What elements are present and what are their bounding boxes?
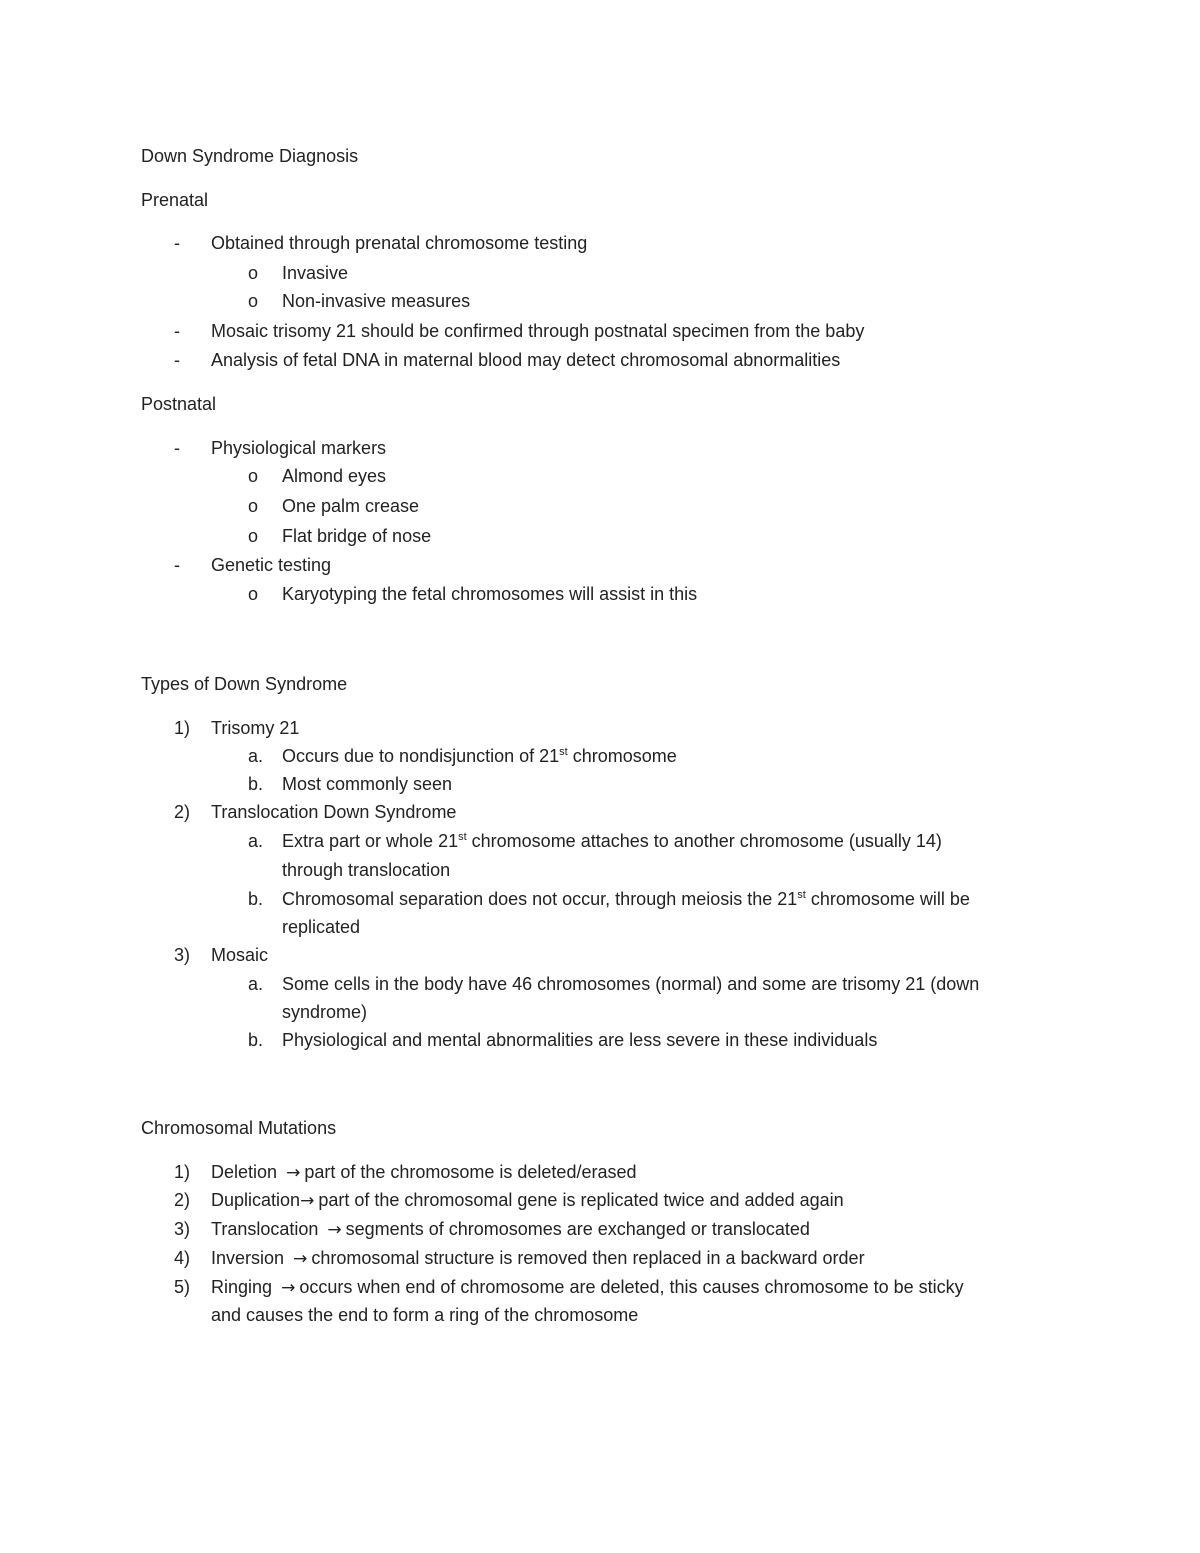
- bullet-dash: -: [174, 555, 180, 575]
- type-sub-item-continued: replicated: [282, 917, 361, 937]
- bullet-o: o: [248, 291, 259, 311]
- type-label: Trisomy 21: [211, 718, 300, 738]
- type-label: Translocation Down Syndrome: [211, 802, 457, 822]
- types-heading: Types of Down Syndrome: [141, 674, 348, 694]
- list-letter: a.: [248, 831, 264, 851]
- type-sub-item: Physiological and mental abnormalities are less severe in these individuals: [282, 1030, 878, 1050]
- bullet-o: o: [248, 584, 259, 604]
- mutation-term: Deletion: [211, 1162, 278, 1182]
- prenatal-bullet: Analysis of fetal DNA in maternal blood may detect chromosomal abnormalities: [211, 350, 841, 370]
- marker-item: One palm crease: [282, 496, 420, 516]
- type-sub-item: Occurs due to nondisjunction of 21st chromosome: [282, 746, 677, 766]
- prenatal-bullet: Mosaic trisomy 21 should be confirmed through postnatal specimen from the baby: [211, 321, 865, 341]
- mutation-term: Translocation: [211, 1219, 319, 1239]
- list-number: 1): [174, 718, 191, 738]
- bullet-o: o: [248, 466, 259, 486]
- mutation-term: Duplication: [211, 1190, 301, 1210]
- mutation-item: [211, 1189, 844, 1211]
- bullet-o: o: [248, 526, 259, 546]
- list-number: 4): [174, 1248, 191, 1268]
- arrow-right-icon: →: [327, 1220, 342, 1240]
- list-number: 3): [174, 945, 191, 965]
- bullet-o: o: [248, 496, 259, 516]
- marker-item: Flat bridge of nose: [282, 526, 432, 546]
- postnatal-bullet: Physiological markers: [211, 438, 387, 458]
- list-letter: b.: [248, 1030, 264, 1050]
- arrow-right-icon: →: [293, 1249, 308, 1269]
- mutation-term: Ringing: [211, 1277, 273, 1297]
- list-number: 2): [174, 1190, 191, 1210]
- genetic-item: Karyotyping the fetal chromosomes will assist in this: [282, 584, 698, 604]
- list-number: 5): [174, 1277, 191, 1297]
- type-sub-item-continued: syndrome): [282, 1002, 368, 1022]
- mutation-desc: chromosomal structure is removed then replaced in a backward order: [311, 1248, 865, 1268]
- mutation-item: [211, 1276, 964, 1298]
- mutation-desc: part of the chromosome is deleted/erased: [304, 1162, 637, 1182]
- mutation-item: [211, 1161, 637, 1183]
- list-letter: a.: [248, 974, 264, 994]
- type-sub-item-continued: through translocation: [282, 860, 451, 880]
- arrow-right-icon: →: [286, 1163, 301, 1183]
- list-letter: b.: [248, 774, 264, 794]
- bullet-o: o: [248, 263, 259, 283]
- list-number: 3): [174, 1219, 191, 1239]
- type-sub-item: Most commonly seen: [282, 774, 453, 794]
- mutation-item: [211, 1247, 865, 1269]
- postnatal-heading: Postnatal: [141, 394, 217, 414]
- mutation-item-continued: and causes the end to form a ring of the chromosome: [211, 1305, 639, 1325]
- postnatal-bullet: Genetic testing: [211, 555, 332, 575]
- mutation-item: [211, 1218, 810, 1240]
- mutations-heading: Chromosomal Mutations: [141, 1118, 337, 1138]
- type-label: Mosaic: [211, 945, 269, 965]
- mutation-term: Inversion: [211, 1248, 285, 1268]
- bullet-dash: -: [174, 233, 180, 253]
- bullet-dash: -: [174, 438, 180, 458]
- mutation-desc: part of the chromosomal gene is replicated twice and added again: [318, 1190, 844, 1210]
- mutation-desc: segments of chromosomes are exchanged or translocated: [345, 1219, 810, 1239]
- prenatal-sub-bullet: Non-invasive measures: [282, 291, 471, 311]
- list-letter: a.: [248, 746, 264, 766]
- prenatal-sub-bullet: Invasive: [282, 263, 349, 283]
- document-title: Down Syndrome Diagnosis: [141, 146, 359, 166]
- marker-item: Almond eyes: [282, 466, 387, 486]
- arrow-right-icon: →: [300, 1191, 315, 1211]
- type-sub-item: Chromosomal separation does not occur, through meiosis the 21st chromosome will be: [282, 889, 970, 909]
- bullet-dash: -: [174, 321, 180, 341]
- list-number: 2): [174, 802, 191, 822]
- type-sub-item: Extra part or whole 21st chromosome attaches to another chromosome (usually 14): [282, 831, 942, 851]
- mutation-desc: occurs when end of chromosome are deleted, this causes chromosome to be sticky: [299, 1277, 964, 1297]
- list-letter: b.: [248, 889, 264, 909]
- bullet-dash: -: [174, 350, 180, 370]
- prenatal-heading: Prenatal: [141, 190, 209, 210]
- prenatal-bullet: Obtained through prenatal chromosome testing: [211, 233, 588, 253]
- type-sub-item: Some cells in the body have 46 chromosomes (normal) and some are trisomy 21 (down: [282, 974, 980, 994]
- arrow-right-icon: →: [281, 1278, 296, 1298]
- list-number: 1): [174, 1162, 191, 1182]
